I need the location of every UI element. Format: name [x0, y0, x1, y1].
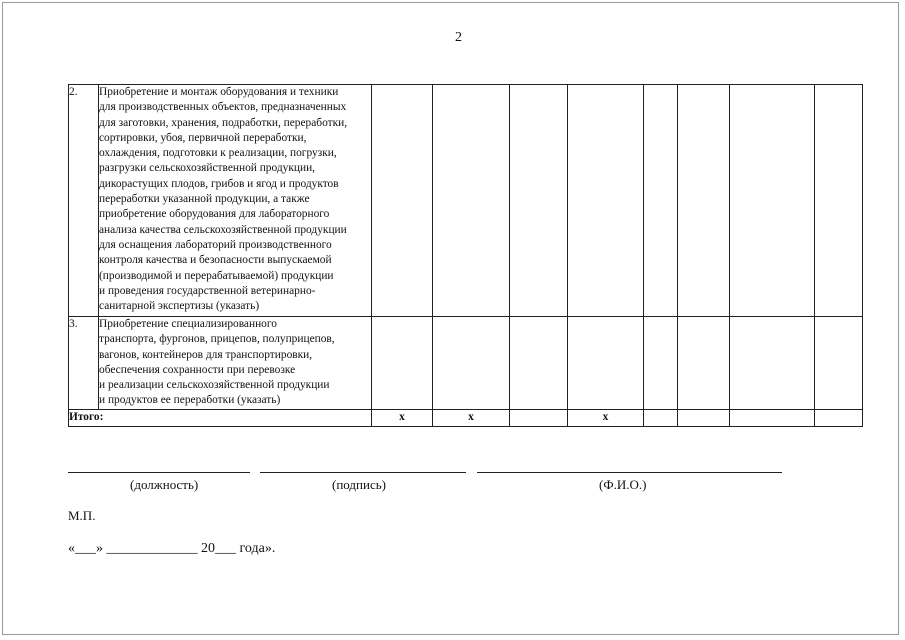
description-line: для оснащения лабораторий производственного	[99, 238, 332, 251]
description-line: (производимой и перерабатываемой) продукции	[99, 269, 334, 282]
table-cell	[510, 317, 568, 410]
row-description	[99, 317, 372, 410]
description-line: обеспечения сохранности при перевозке	[99, 363, 296, 376]
description-line: и проведения государственной ветеринарно-	[99, 284, 316, 297]
table-cell	[730, 317, 815, 410]
name-label: (Ф.И.О.)	[599, 477, 647, 492]
description-line: дикорастущих плодов, грибов и ягод и продуктов	[99, 177, 339, 190]
total-row	[69, 410, 863, 427]
total-mark	[815, 410, 863, 427]
name-signature-line	[477, 472, 782, 473]
description-line: транспорта, фургонов, прицепов, полуприцепов,	[99, 333, 335, 346]
table-cell	[678, 317, 730, 410]
total-mark: x	[372, 410, 433, 427]
row-number: 3.	[69, 317, 99, 410]
description-line: для заготовки, хранения, подработки, переработки,	[99, 116, 348, 129]
expenses-table	[68, 84, 863, 427]
total-label: Итого:	[69, 410, 372, 427]
table-cell	[372, 85, 433, 317]
description-line: переработки указанной продукции, а также	[99, 193, 310, 206]
total-mark	[510, 410, 568, 427]
table-cell	[510, 85, 568, 317]
description-line: приобретение оборудования для лабораторного	[99, 208, 330, 221]
table-cell	[644, 85, 678, 317]
table-cell	[568, 317, 644, 410]
description-line: контроля качества и безопасности выпускаемой	[99, 254, 332, 267]
table-row	[69, 317, 863, 410]
description-line: вагонов, контейнеров для транспортировки,	[99, 348, 313, 361]
position-signature-line	[68, 472, 250, 473]
total-mark	[678, 410, 730, 427]
table-cell	[815, 317, 863, 410]
row-description	[99, 85, 372, 317]
signature-line	[260, 472, 466, 473]
table-cell	[644, 317, 678, 410]
stamp-label: М.П.	[68, 508, 96, 523]
description-line: Приобретение специализированного	[99, 318, 277, 330]
description-line: Приобретение и монтаж оборудования и техники	[99, 86, 339, 98]
row-number: 2.	[69, 85, 99, 317]
total-mark: x	[433, 410, 510, 427]
description-line: разгрузки сельскохозяйственной продукции,	[99, 162, 316, 175]
description-line: анализа качества сельскохозяйственной продукции	[99, 223, 347, 236]
description-line: санитарной экспертизы (указать)	[99, 300, 260, 313]
total-mark: x	[568, 410, 644, 427]
date-line: «___» _____________ 20___ года».	[68, 541, 276, 556]
table-cell	[815, 85, 863, 317]
table-cell	[433, 317, 510, 410]
description-line: для производственных объектов, предназначенных	[99, 101, 347, 114]
table-row	[69, 85, 863, 317]
signature-label: (подпись)	[332, 477, 386, 492]
table-cell	[568, 85, 644, 317]
description-line: охлаждения, подготовки к реализации, погрузки,	[99, 147, 337, 160]
description-line: и продуктов ее переработки (указать)	[99, 394, 281, 407]
table-cell	[730, 85, 815, 317]
position-label: (должность)	[130, 477, 199, 492]
total-mark	[730, 410, 815, 427]
description-line: и реализации сельскохозяйственной продукции	[99, 379, 330, 392]
table-cell	[433, 85, 510, 317]
page-number: 2	[455, 30, 462, 45]
table-cell	[372, 317, 433, 410]
total-mark	[644, 410, 678, 427]
table-cell	[678, 85, 730, 317]
description-line: сортировки, убоя, первичной переработки,	[99, 131, 307, 144]
